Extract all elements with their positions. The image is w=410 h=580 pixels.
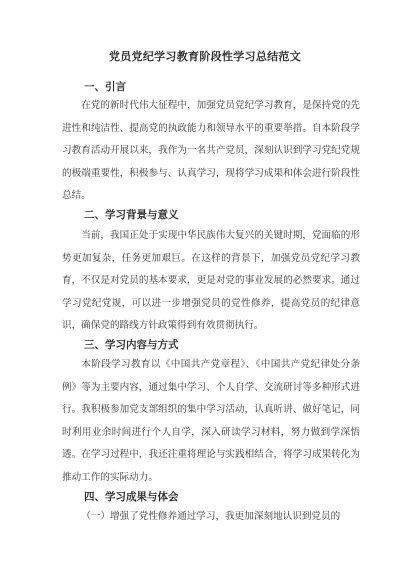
section-heading-results: 四、学习成果与体会 — [84, 491, 179, 503]
section-heading-intro: 一、引言 — [84, 81, 126, 93]
paragraph-content: 本阶段学习教育以《中国共产党章程》、《中国共产党纪律处分条例》等为主要内容，通过集中学习、个人自学、交流研讨等多种形式进行。我积极参加党支部组织的集中学习活动，认真听讲、做好笔记，同时利用业余时间进行个人自学，深入研读学习材料，努力做到学深悟透。在学习过程中，我还注重将理论与实践相结合，将学习成果转化为推动工作的实际动力。 — [62, 359, 360, 483]
section-heading-content: 三、学习内容与方式 — [84, 339, 179, 351]
paragraph-intro: 在党的新时代伟大征程中，加强党员党纪学习教育，是保持党的先进性和纯洁性、提高党的执政能力和领导水平的重要举措。自本阶段学习教育活动开展以来，我作为一名共产党员，深刻认识到学习党纪党规的极端重要性，积极参与、认真学习，现将学习成果和体会进行阶段性总结。 — [62, 100, 360, 201]
document-title: 党员党纪学习教育阶段性学习总结范文 — [108, 50, 302, 63]
paragraph-background: 当前，我国正处于实现中华民族伟大复兴的关键时期，党面临的形势更加复杂，任务更加艰巨。在这样的背景下，加强党员党纪学习教育，不仅是对党员的基本要求，更是对党的事业发展的必然要求。通过学习党纪党规，可以进一步增强党员的党性修养，提高党员的纪律意识，确保党的路线方针政策得到有效贯彻执行。 — [62, 230, 360, 331]
section-heading-background: 二、学习背景与意义 — [84, 209, 179, 221]
paragraph-results: （一）增强了党性修养通过学习，我更加深刻地认识到党员的 — [81, 511, 341, 522]
